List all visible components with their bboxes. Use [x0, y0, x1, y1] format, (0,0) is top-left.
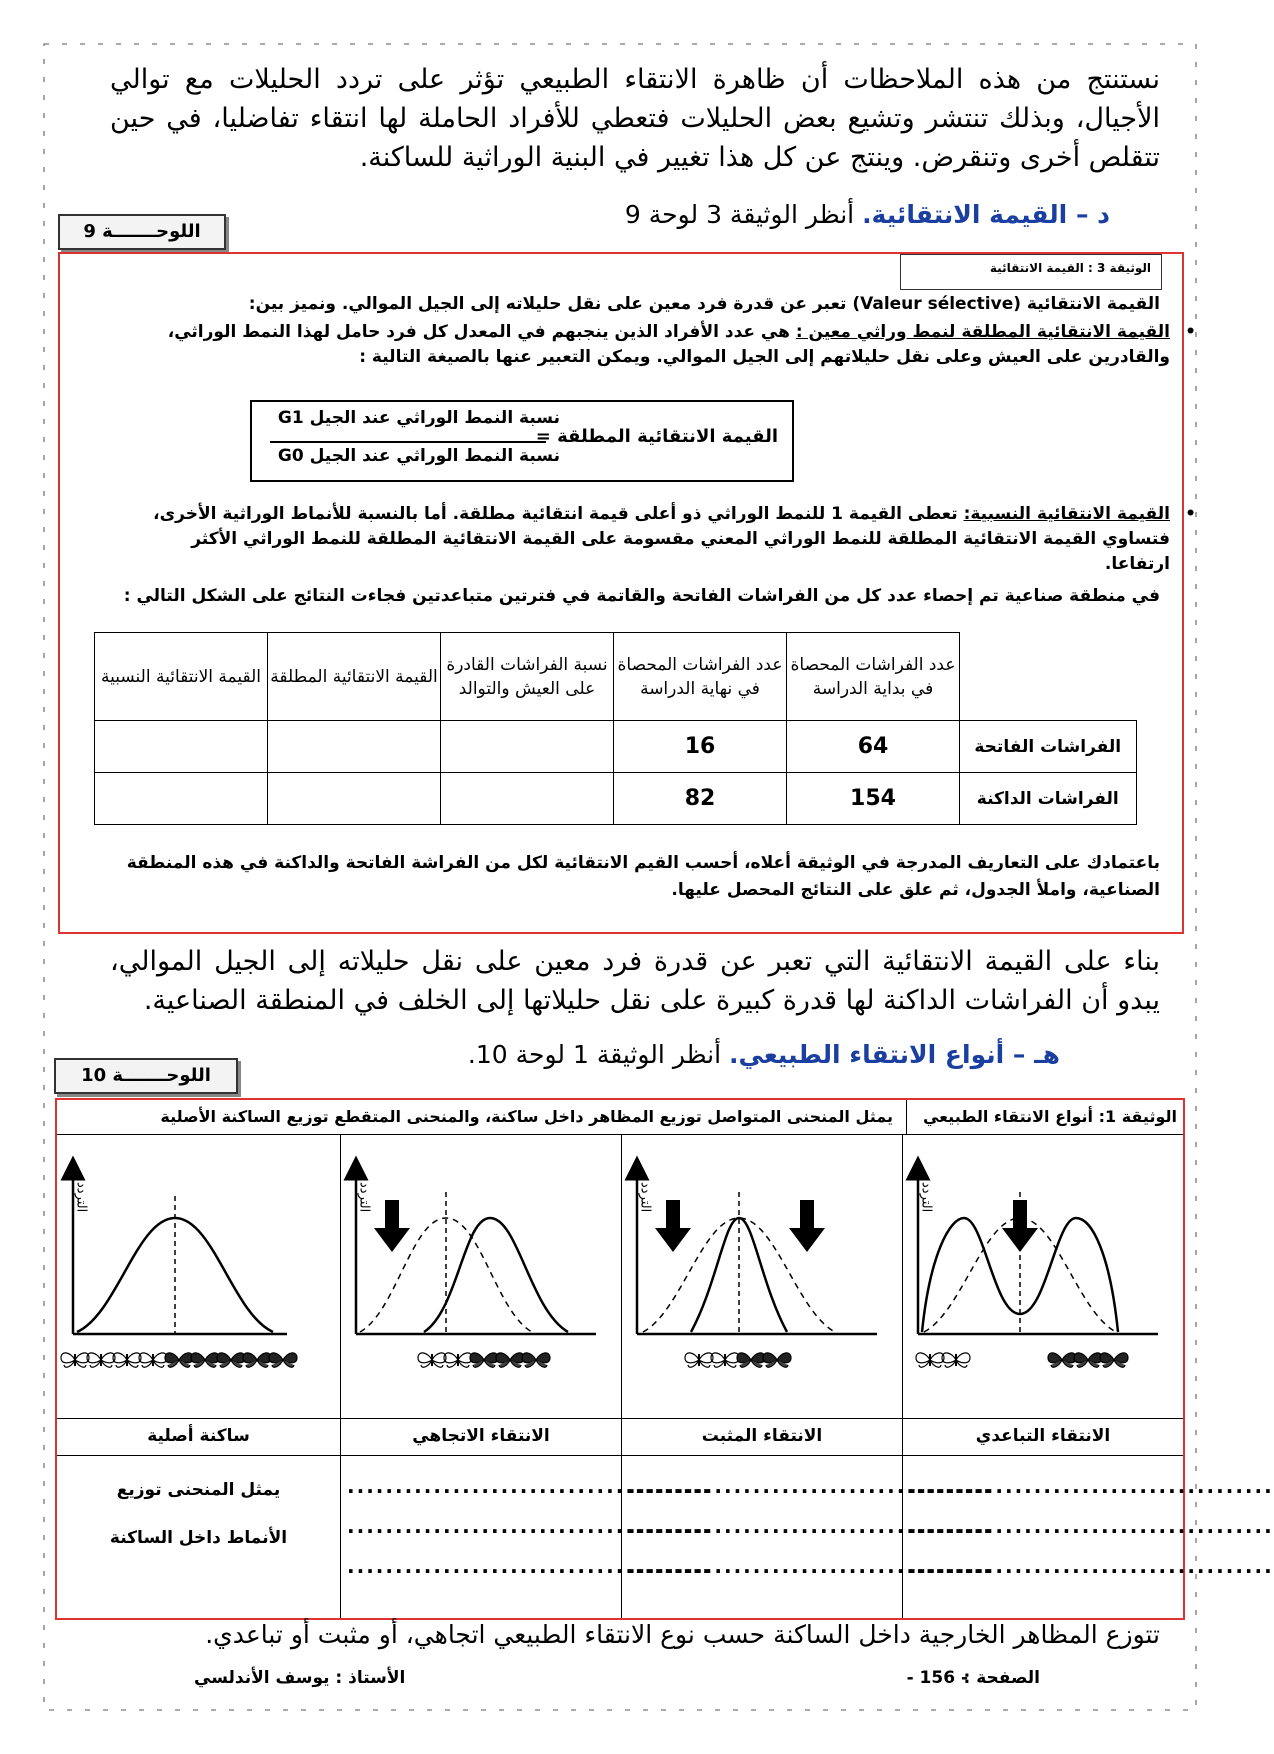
table-row: [95, 773, 1137, 825]
page-number-label: الصفحة :: [963, 1668, 1040, 1688]
section-h-title: [468, 1040, 1060, 1069]
section-d-title: [625, 200, 1110, 229]
table-header: نسبة الفراشات القادرة على العيش والتوالد: [441, 633, 614, 721]
graph-original-population: [61, 1168, 297, 1367]
start-count: 64: [787, 721, 960, 773]
document-1-header: [57, 1100, 1183, 1135]
graph-disruptive-selection: [916, 1168, 1158, 1367]
selective-value-intro: القيمة الانتقائية (Valeur sélective) تعبر عن قدرة فرد معين على نقل حليلاته إلى الجيل الموالي. ونميز بين:: [248, 294, 1160, 314]
graph-directional-selection: [356, 1168, 596, 1367]
start-count: 154: [787, 773, 960, 825]
column-label-stabilizing: الانتقاء المثبت: [701, 1426, 823, 1446]
answer-dots-directional[interactable]: [347, 1466, 712, 1586]
end-count: 82: [614, 773, 787, 825]
task-instruction: باعتمادك على التعاريف المدرجة في الوثيقة أعلاه، أحسب القيم الانتقائية لكل من الفراشة الفاتحة والداكنة في هذه المنطقة الصناعية، واملأ الجدول، ثم علق على النتائج المحصل عليها.: [126, 853, 1160, 900]
board-9-tag: اللوحـــــــة 9: [58, 214, 226, 250]
document-3-label: الوثيقة 3 : القيمة الانتقائية: [900, 254, 1162, 290]
butterfly-row: [61, 1353, 297, 1367]
table-header: عدد الفراشات المحصاة في بداية الدراسة: [787, 633, 960, 721]
end-count: 16: [614, 721, 787, 773]
absolute-value-formula: [250, 400, 794, 482]
document-1-box: [55, 1098, 1274, 1620]
relative-value-definition: [130, 502, 1196, 577]
table-header: القيمة الانتقائية المطلقة: [268, 633, 441, 721]
survival-cell[interactable]: [441, 721, 614, 773]
y-axis-label: التردد: [356, 1182, 372, 1213]
row-label-line-2: الأنماط داخل الساكنة: [109, 1528, 288, 1548]
section-d-heading: د – القيمة الانتقائية.: [862, 200, 1110, 229]
dotted-line: ......................................: [909, 1554, 1274, 1578]
dotted-line: ......................................: [347, 1554, 712, 1578]
column-label-disruptive: الانتقاء التباعدي: [975, 1426, 1111, 1446]
section-h-reference: أنظر الوثيقة 1 لوحة 10.: [467, 1040, 729, 1069]
y-axis-label: التردد: [637, 1182, 653, 1213]
row-divider: [57, 1418, 1183, 1419]
bullet: •: [1185, 322, 1196, 342]
absolute-value-term: القيمة الانتقائية المطلقة لنمط وراثي معين :: [795, 322, 1170, 342]
column-label-original: ساكنة أصلية: [147, 1426, 250, 1446]
relative-value-cell[interactable]: [95, 721, 268, 773]
butterfly-row: [685, 1353, 791, 1367]
relative-value-term: القيمة الانتقائية النسبية:: [963, 504, 1170, 524]
document-1-label: الوثيقة 1: أنواع الانتقاء الطبيعي: [922, 1107, 1177, 1126]
dotted-line: ......................................: [628, 1474, 993, 1498]
table-row: [95, 721, 1137, 773]
graph-stabilizing-selection: [637, 1168, 877, 1367]
absolute-value-text: هي عدد الأفراد الذين ينجبهم في المعدل كل فرد حامل لهذا النمط الوراثي، والقادرين على العيش وعلى نقل حليلاتهم إلى الجيل الموالي. ويمكن التعبير عنها بالصيغة التالية :: [167, 322, 1170, 367]
y-axis-label: التردد: [73, 1182, 89, 1213]
formula-numerator: نسبة النمط الوراثي عند الجيل G1: [277, 408, 560, 428]
table-header: عدد الفراشات المحصاة في نهاية الدراسة: [614, 633, 787, 721]
column-label-directional: الانتقاء الاتجاهي: [412, 1426, 550, 1446]
dotted-line: ......................................: [347, 1514, 712, 1538]
table-header: القيمة الانتقائية النسبية: [95, 633, 268, 721]
butterfly-counts-table: [94, 632, 1137, 825]
row-divider: [57, 1455, 1183, 1456]
relative-value-text: تعطى القيمة 1 للنمط الوراثي ذو أعلى قيمة انتقائية مطلقة. أما بالنسبة للأنماط الوراثية الأخرى، فتساوي القيمة الانتقائية المطلقة للنمط الوراثي المعني مقسومة على القيمة الانتقائية المطلقة للنمط الوراثي الأكثر ارتفاعا.: [153, 504, 1170, 574]
dotted-line: ......................................: [909, 1514, 1274, 1538]
answer-dots-stabilizing[interactable]: [628, 1466, 993, 1586]
board-10-tag: اللوحـــــــة 10: [54, 1058, 238, 1094]
row-label: الفراشات الفاتحة: [960, 721, 1137, 773]
relative-value-cell[interactable]: [95, 773, 268, 825]
answer-d-paragraph: بناء على القيمة الانتقائية التي تعبر عن قدرة فرد معين على نقل حليلاته إلى الجيل الموالي، يبدو أن الفراشات الداكنة لها قدرة كبيرة على نقل حليلاتها إلى الخلف في المنطقة الصناعية.: [110, 946, 1160, 1016]
dotted-line: ......................................: [347, 1474, 712, 1498]
selection-graphs: [57, 1134, 1183, 1418]
formula-denominator: نسبة النمط الوراثي عند الجيل G0: [277, 446, 560, 466]
absolute-value-cell[interactable]: [268, 773, 441, 825]
page-number: - 156 -: [906, 1668, 968, 1688]
conclusion-sentence: تتوزع المظاهر الخارجية داخل الساكنة حسب نوع الانتقاء الطبيعي اتجاهي، أو مثبت أو تباعدي.: [205, 1620, 1160, 1649]
section-d-reference: أنظر الوثيقة 3 لوحة 9: [624, 200, 863, 229]
dotted-line: ......................................: [628, 1514, 993, 1538]
author-name: الأستاذ : يوسف الأندلسي: [194, 1668, 406, 1688]
absolute-value-cell[interactable]: [268, 721, 441, 773]
dotted-line: ......................................: [909, 1474, 1274, 1498]
absolute-value-definition: [130, 320, 1196, 370]
section-h-heading: هـ – أنواع الانتقاء الطبيعي.: [728, 1040, 1060, 1069]
butterfly-row: [916, 1353, 1128, 1367]
row-label: الفراشات الداكنة: [960, 773, 1137, 825]
bullet: •: [1185, 504, 1196, 524]
formula-fraction-line: [270, 441, 546, 443]
row-label-line-1: يمثل المنحنى توزيع: [116, 1480, 281, 1500]
answer-dots-disruptive[interactable]: [909, 1466, 1274, 1586]
intro-paragraph: نستنتج من هذه الملاحظات أن ظاهرة الانتقاء الطبيعي تؤثر على تردد الحليلات مع توالي الأجيال، وبذلك تنتشر وتشيع بعض الحليلات فتعطي للأفراد الحاملة لها انتقاء تفاضليا، في حين تتقلص أخرى وتنقرض. وينتج عن كل هذا تغيير في البنية الوراثية للساكنة.: [110, 64, 1160, 173]
study-description: في منطقة صناعية تم إحصاء عدد كل من الفراشات الفاتحة والقاتمة في فترتين متباعدتين فجاءت النتائج على الشكل التالي :: [123, 586, 1160, 606]
y-axis-label: التردد: [918, 1182, 934, 1213]
formula-left-side: القيمة الانتقائية المطلقة =: [535, 426, 778, 447]
survival-cell[interactable]: [441, 773, 614, 825]
document-1-caption: يمثل المنحنى المتواصل توزيع المظاهر داخل ساكنة، والمنحنى المتقطع توزيع الساكنة الأصلية: [160, 1107, 893, 1126]
dotted-line: ......................................: [628, 1554, 993, 1578]
butterfly-row: [418, 1353, 550, 1367]
document-1-label-cell: [906, 1100, 1183, 1134]
table-corner: [960, 633, 1137, 721]
